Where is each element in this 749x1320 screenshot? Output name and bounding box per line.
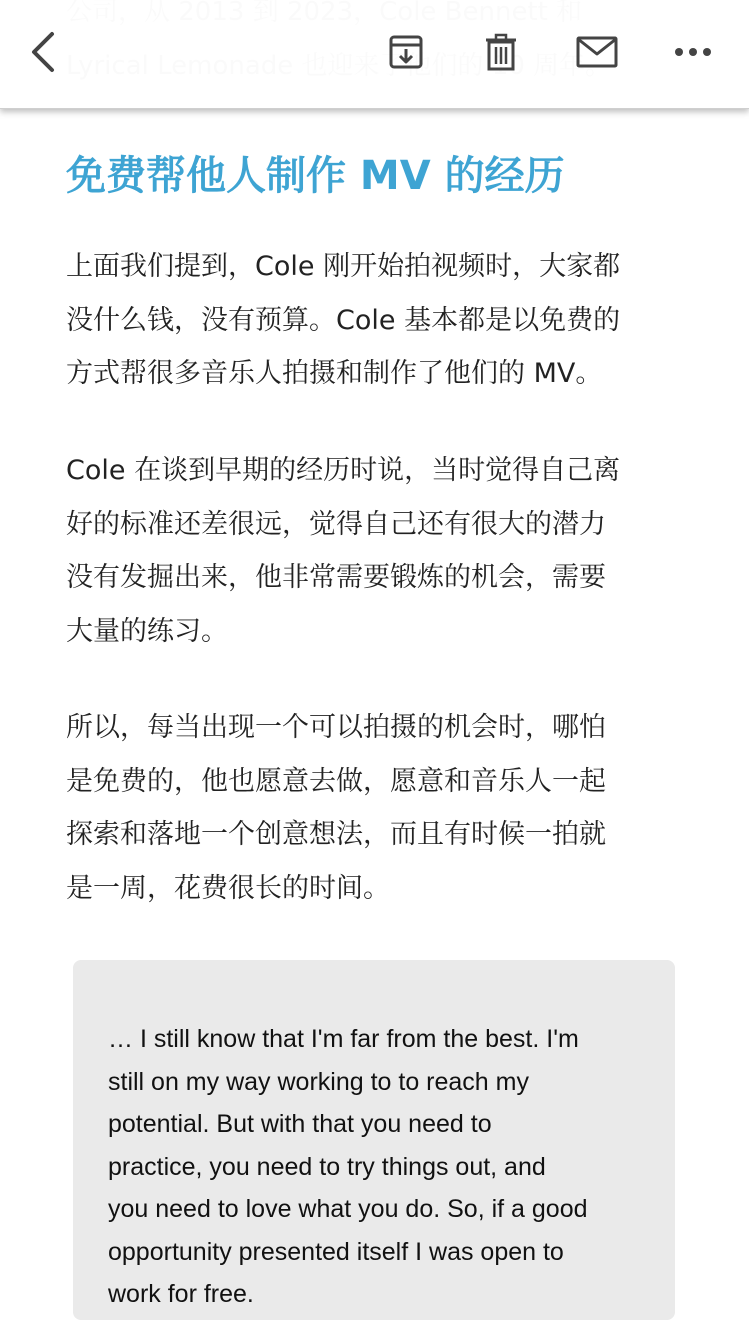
quote-line: practice, you need to try things out, and — [108, 1152, 546, 1181]
paragraph-line: 好的标准还差很远，觉得自己还有很大的潜力 — [66, 508, 606, 540]
quote-block — [73, 960, 675, 1320]
archive-button[interactable] — [376, 22, 436, 82]
quote-line: you need to love what you do. So, if a good — [108, 1195, 588, 1223]
delete-button[interactable] — [471, 22, 531, 82]
quote-line: … I still know that I'm far from the best. I'm — [108, 1025, 579, 1053]
paragraph-line: 上面我们提到，Cole 刚开始拍视频时，大家都 — [66, 251, 621, 282]
paragraph-line: 没什么钱，没有预算。Cole 基本都是以免费的 — [66, 304, 621, 336]
paragraph-line: 大量的练习。 — [66, 615, 228, 647]
trash-icon — [481, 32, 521, 72]
paragraph-line: 所以，每当出现一个可以拍摄的机会时，哪怕 — [66, 712, 606, 743]
quote-line: potential. But with that you need to — [108, 1110, 492, 1138]
paragraph-line: Cole 在谈到早期的经历时说，当时觉得自己离 — [66, 455, 621, 486]
article-paragraph — [66, 240, 686, 401]
top-toolbar — [0, 0, 749, 109]
article-paragraph — [66, 701, 686, 915]
back-button[interactable] — [14, 22, 74, 82]
paragraph-line: 探索和落地一个创意想法，而且有时候一拍就 — [66, 819, 606, 850]
article-paragraph — [66, 444, 686, 658]
chevron-left-icon — [24, 28, 64, 76]
paragraph-line: 是一周，花费很长的时间。 — [66, 872, 390, 904]
mail-button[interactable] — [567, 22, 627, 82]
quote-text — [108, 1018, 653, 1316]
quote-line: still on my way working to to reach my — [108, 1067, 529, 1096]
envelope-icon — [575, 34, 619, 70]
quote-line: work for free. — [108, 1280, 254, 1308]
paragraph-line: 是免费的，他也愿意去做，愿意和音乐人一起 — [66, 765, 606, 797]
archive-download-icon — [386, 32, 426, 72]
more-horizontal-icon — [673, 46, 713, 58]
section-heading: 免费帮他人制作 MV 的经历 — [66, 153, 565, 199]
paragraph-line: 方式帮很多音乐人拍摄和制作了他们的 MV。 — [66, 358, 603, 389]
quote-line: opportunity presented itself I was open to — [108, 1237, 564, 1266]
paragraph-line: 没有发掘出来，他非常需要锻炼的机会，需要 — [66, 562, 606, 593]
more-button[interactable] — [663, 22, 723, 82]
